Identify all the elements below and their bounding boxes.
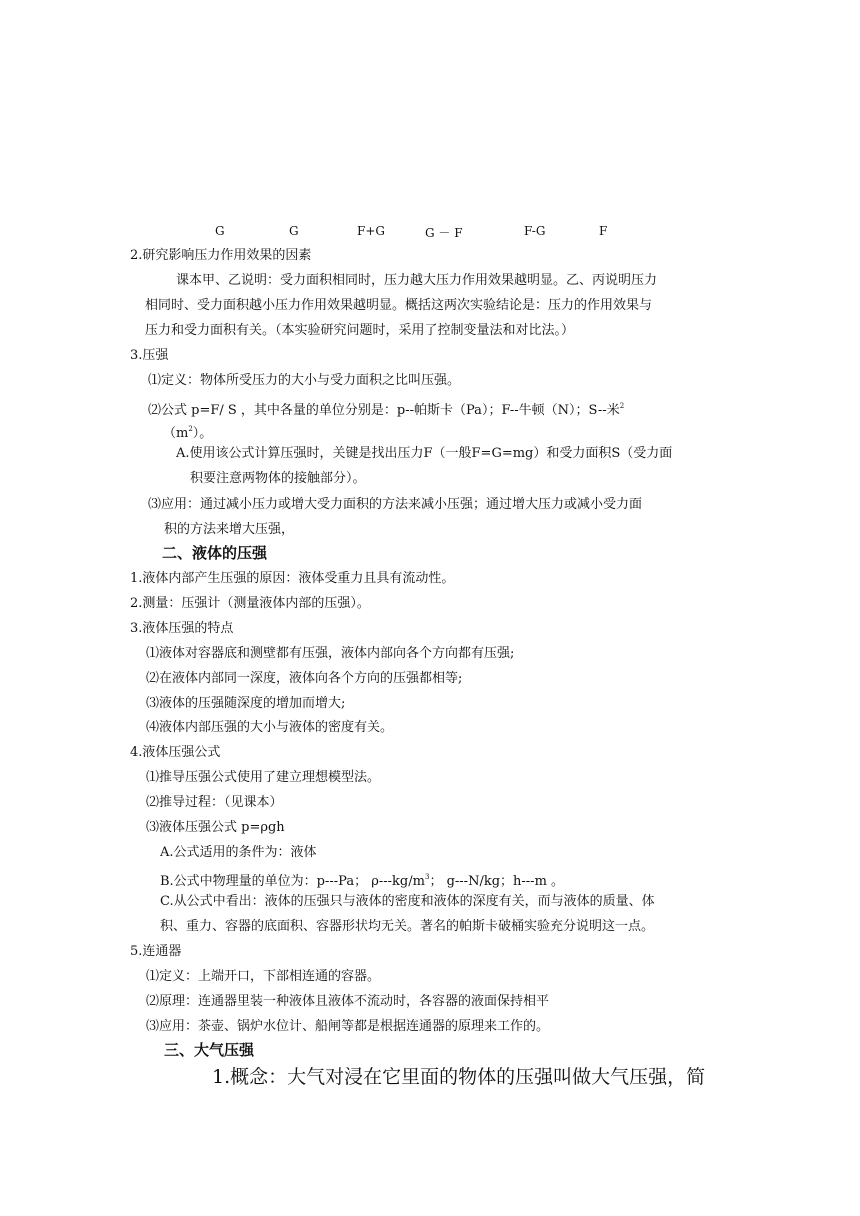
formula-unit-line: $(m^2)$。 bbox=[163, 425, 213, 441]
list-item: C.从公式中看出：液体的压强只与液体的密度和液体的深度有关，而与液体的质量、体 bbox=[160, 894, 655, 909]
item-2-title: 2.研究影响压力作用效果的因素 bbox=[130, 248, 312, 263]
concept-line: 1.概念：大气对浸在它里面的物体的压强叫做大气压强，简 bbox=[212, 1066, 706, 1088]
list-item: ⑴定义：上端开口，下部相连通的容器。 bbox=[146, 969, 381, 984]
application-line: 积的方法来增大压强， bbox=[164, 522, 295, 537]
note-a-line: 积要注意两物体的接触部分）。 bbox=[190, 471, 366, 486]
list-item: 4.液体压强公式 bbox=[130, 745, 221, 760]
formula-item: G bbox=[289, 224, 299, 238]
list-item: ⑵原理：连通器里装一种液体且液体不流动时，各容器的液面保持相平 bbox=[146, 994, 550, 1009]
list-item: ⑴液体对容器底和测壁都有压强，液体内部向各个方向都有压强; bbox=[146, 646, 515, 661]
list-item: B.公式中物理量的单位为：p---Pa； $\rho---kg/m^3$； g---N/kg；h---m 。 bbox=[160, 873, 565, 889]
list-item: ⑶液体的压强随深度的增加而增大; bbox=[146, 696, 346, 711]
list-item: 积、重力、容器的底面积、容器形状均无关。著名的帕斯卡破桶实验充分说明这一点。 bbox=[160, 919, 655, 934]
section-heading-air: 三、大气压强 bbox=[164, 1041, 255, 1059]
formula-item: F bbox=[599, 224, 608, 238]
paragraph-line: 课本甲、乙说明：受力面积相同时，压力越大压力作用效果越明显。乙、丙说明压力 bbox=[176, 273, 658, 288]
formula-item: G － F bbox=[425, 226, 463, 240]
formula-item: F+G bbox=[357, 224, 385, 238]
list-item: 1.液体内部产生压强的原因：液体受重力且具有流动性。 bbox=[130, 571, 455, 586]
application-line: ⑶应用：通过减小压力或增大受力面积的方法来减小压强；通过增大压力或减小受力面 bbox=[148, 497, 643, 512]
formula-line: ⑵公式 p=F/ S ，其中各量的单位分别是：p--帕斯卡（Pa）；F--牛顿（N）；S--米$^2$ bbox=[148, 402, 625, 418]
list-item: 5.连通器 bbox=[130, 944, 182, 959]
list-item: 2.测量：压强计（测量液体内部的压强）。 bbox=[130, 596, 370, 611]
formula-item: F-G bbox=[524, 224, 546, 238]
note-a-line: A.使用该公式计算压强时，关键是找出压力F（一般F=G=mg）和受力面积S（受力面 bbox=[176, 446, 673, 461]
item-3-title: 3.压强 bbox=[130, 348, 169, 363]
list-item: ⑷液体内部压强的大小与液体的密度有关。 bbox=[146, 720, 394, 735]
list-item: A.公式适用的条件为：液体 bbox=[160, 845, 317, 860]
list-item: ⑵推导过程：（见课本） bbox=[146, 795, 283, 810]
paragraph-line: 相同时、受力面积越小压力作用效果越明显。概括这两次实验结论是：压力的作用效果与 bbox=[145, 298, 653, 313]
list-item: 3.液体压强的特点 bbox=[130, 621, 234, 636]
formula-row bbox=[0, 224, 860, 242]
list-item: ⑵在液体内部同一深度，液体向各个方向的压强都相等; bbox=[146, 671, 463, 686]
paragraph-line: 压力和受力面积有关。（本实验研究问题时，采用了控制变量法和对比法。） bbox=[145, 323, 575, 338]
list-item: ⑴推导压强公式使用了建立理想模型法。 bbox=[146, 770, 381, 785]
formula-item: G bbox=[215, 224, 225, 238]
list-item: ⑶应用：茶壶、锅炉水位计、船闸等都是根据连通器的原理来工作的。 bbox=[146, 1019, 550, 1034]
list-item: ⑶液体压强公式 p=ρgh bbox=[146, 820, 285, 835]
section-heading-liquid: 二、液体的压强 bbox=[162, 544, 268, 562]
definition-line: ⑴定义：物体所受压力的大小与受力面积之比叫压强。 bbox=[148, 373, 461, 388]
